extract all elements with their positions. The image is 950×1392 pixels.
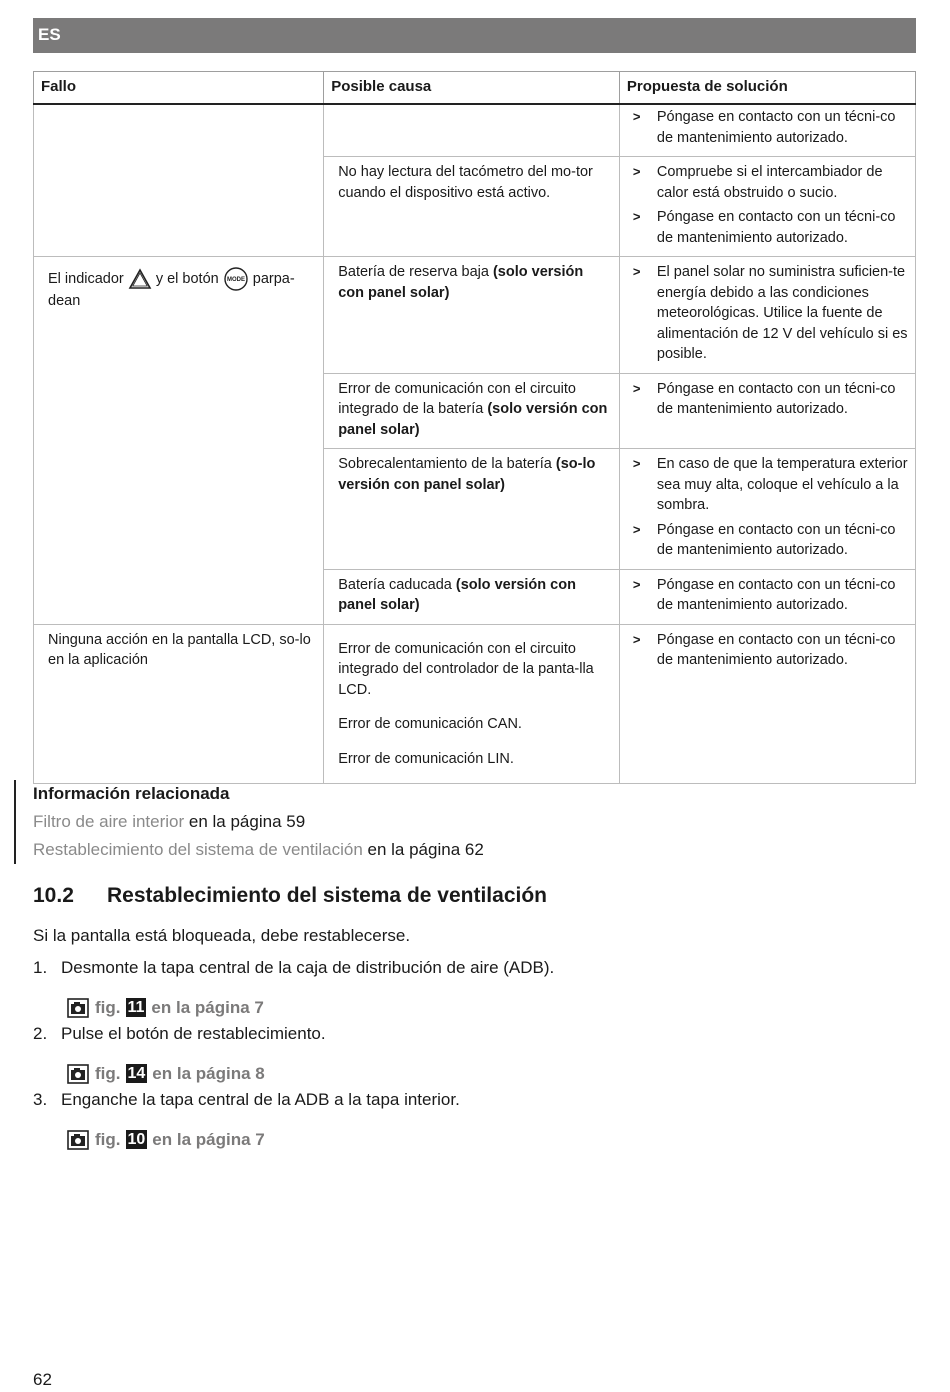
fault-text: y el botón — [155, 270, 219, 287]
cause-qualifier: (solo versión con panel solar) — [338, 576, 576, 613]
cause-cell — [324, 449, 620, 570]
section-number: 10.2 — [33, 884, 74, 907]
fig-prefix: fig. — [95, 1063, 121, 1083]
solution-text: Póngase en contacto con un técni-co de mantenimiento autorizado. — [656, 380, 896, 417]
section-heading — [33, 884, 547, 908]
cause-text: Batería caducada — [338, 576, 456, 593]
related-link-suffix: en la página 59 — [184, 812, 306, 831]
fig-prefix: fig. — [95, 997, 121, 1017]
solution-item — [632, 454, 909, 516]
troubleshooting-table — [33, 71, 916, 784]
camera-icon — [67, 998, 89, 1018]
solution-item — [632, 207, 909, 248]
related-link-row — [33, 808, 733, 836]
language-code: ES — [38, 25, 61, 44]
mode-button-icon — [223, 267, 249, 291]
chevron-right-icon: > — [632, 380, 641, 396]
table-row — [34, 104, 916, 157]
section-title: Restablecimiento del sistema de ventilación — [107, 884, 547, 907]
language-bar — [33, 18, 916, 53]
chevron-right-icon: > — [632, 209, 641, 224]
chevron-right-icon: > — [632, 264, 641, 279]
solution-text: Póngase en contacto con un técni-co de mantenimiento autorizado. — [656, 109, 896, 146]
mode-icon-label: MODE — [226, 277, 245, 283]
cause-qualifier: (so-lo versión con panel solar) — [338, 456, 596, 493]
fault-cell — [34, 257, 324, 625]
fault-text: El indicador — [48, 270, 124, 287]
fig-number: 14 — [127, 1065, 146, 1082]
cause-text: Error de comunicación con el circuito integrado de la batería — [338, 380, 576, 417]
fault-text: parpa-dean — [48, 270, 295, 309]
steps-list — [33, 958, 833, 1156]
solution-text: En caso de que la temperatura exterior sea muy alta, coloque el vehículo a la sombra. — [656, 456, 908, 513]
related-link-suffix: en la página 62 — [362, 840, 484, 859]
fault-cell — [34, 624, 324, 784]
chevron-right-icon: > — [632, 576, 641, 592]
chevron-right-icon: > — [632, 631, 641, 647]
camera-icon — [67, 1064, 89, 1084]
cause-cell — [324, 373, 620, 449]
related-link-reset[interactable]: Restablecimiento del sistema de ventilación — [33, 840, 363, 859]
cause-qualifier: (solo versión con panel solar) — [338, 401, 608, 438]
related-information — [14, 780, 733, 864]
solution-item — [632, 379, 909, 420]
solution-text: Compruebe si el intercambiador de calor está obstruido o sucio. — [656, 164, 883, 201]
warning-triangle-icon — [128, 268, 152, 290]
related-link-row — [33, 836, 733, 864]
chevron-right-icon: > — [632, 109, 641, 124]
solution-item — [632, 162, 909, 203]
table-row — [34, 257, 916, 374]
section-intro: Si la pantalla está bloqueada, debe restablecerse. — [33, 926, 411, 945]
cause-qualifier: (solo versión con panel solar) — [338, 264, 584, 301]
fig-suffix: en la página 7 — [152, 1129, 265, 1149]
step-number: 2. — [33, 1024, 48, 1043]
step-text: Enganche la tapa central de la ADB a la tapa interior. — [61, 1090, 460, 1109]
solution-cell — [619, 569, 915, 624]
solution-item — [632, 520, 909, 561]
step-number: 3. — [33, 1090, 48, 1109]
solution-cell — [619, 449, 915, 570]
step-text: Desmonte la tapa central de la caja de distribución de aire (ADB). — [61, 958, 555, 977]
step-item — [33, 1090, 833, 1123]
step-text: Pulse el botón de restablecimiento. — [61, 1024, 326, 1043]
related-title: Información relacionada — [33, 784, 230, 803]
solution-item — [632, 630, 909, 671]
cause-cell-empty — [324, 104, 620, 157]
solution-cell — [619, 624, 915, 784]
cause-cell — [324, 569, 620, 624]
table-row — [34, 624, 916, 784]
table-header-row — [34, 72, 916, 105]
fig-prefix: fig. — [95, 1129, 121, 1149]
chevron-right-icon: > — [632, 456, 641, 471]
chevron-right-icon: > — [632, 521, 641, 537]
solution-cell — [619, 373, 915, 449]
cause-text: Error de comunicación con el circuito integrado del controlador de la panta-lla LCD. — [338, 640, 594, 698]
column-header-fault: Fallo — [34, 72, 324, 105]
solution-text: Póngase en contacto con un técni-co de mantenimiento autorizado. — [656, 631, 896, 668]
step-item — [33, 958, 833, 991]
column-header-cause: Posible causa — [324, 72, 620, 105]
fig-suffix: en la página 8 — [152, 1063, 265, 1083]
cause-cell — [324, 157, 620, 257]
fig-suffix: en la página 7 — [151, 997, 264, 1017]
cause-text: No hay lectura del tacómetro del mo-tor cuando el dispositivo está activo. — [338, 164, 593, 201]
cause-cell — [324, 624, 620, 784]
solution-item — [632, 575, 909, 616]
cause-text: Error de comunicación CAN. — [338, 716, 522, 732]
fig-number: 11 — [127, 999, 145, 1016]
step-item — [33, 1024, 833, 1057]
fault-cell-empty — [34, 104, 324, 257]
step-number: 1. — [33, 958, 48, 977]
solution-text: El panel solar no suministra suficien-te energía debido a las condiciones meteorológicas. Utilice la fuente de alimentación de 12 V del vehículo si es posible. — [656, 264, 908, 362]
solution-item — [632, 107, 909, 148]
page-number: 62 — [33, 1370, 52, 1389]
fig-number: 10 — [127, 1131, 146, 1148]
cause-text: Sobrecalentamiento de la batería — [338, 456, 556, 472]
solution-text: Póngase en contacto con un técni-co de mantenimiento autorizado. — [656, 521, 896, 558]
camera-icon — [67, 1130, 89, 1150]
fault-text: Ninguna acción en la pantalla LCD, so-lo en la aplicación — [48, 631, 311, 668]
solution-text: Póngase en contacto con un técni-co de mantenimiento autorizado. — [656, 209, 896, 246]
figure-reference[interactable] — [33, 991, 833, 1024]
solution-cell — [619, 104, 915, 157]
figure-reference[interactable] — [33, 1057, 833, 1090]
solution-cell — [619, 157, 915, 257]
cause-cell — [324, 257, 620, 374]
cause-text: Error de comunicación LIN. — [338, 750, 514, 767]
cause-text: Batería de reserva baja — [338, 264, 493, 280]
solution-text: Póngase en contacto con un técni-co de mantenimiento autorizado. — [656, 576, 896, 613]
related-link-filter[interactable]: Filtro de aire interior — [33, 812, 185, 831]
chevron-right-icon: > — [632, 164, 641, 179]
column-header-solution: Propuesta de solución — [619, 72, 915, 105]
solution-cell — [619, 257, 915, 374]
solution-item — [632, 262, 909, 365]
figure-reference[interactable] — [33, 1123, 833, 1156]
